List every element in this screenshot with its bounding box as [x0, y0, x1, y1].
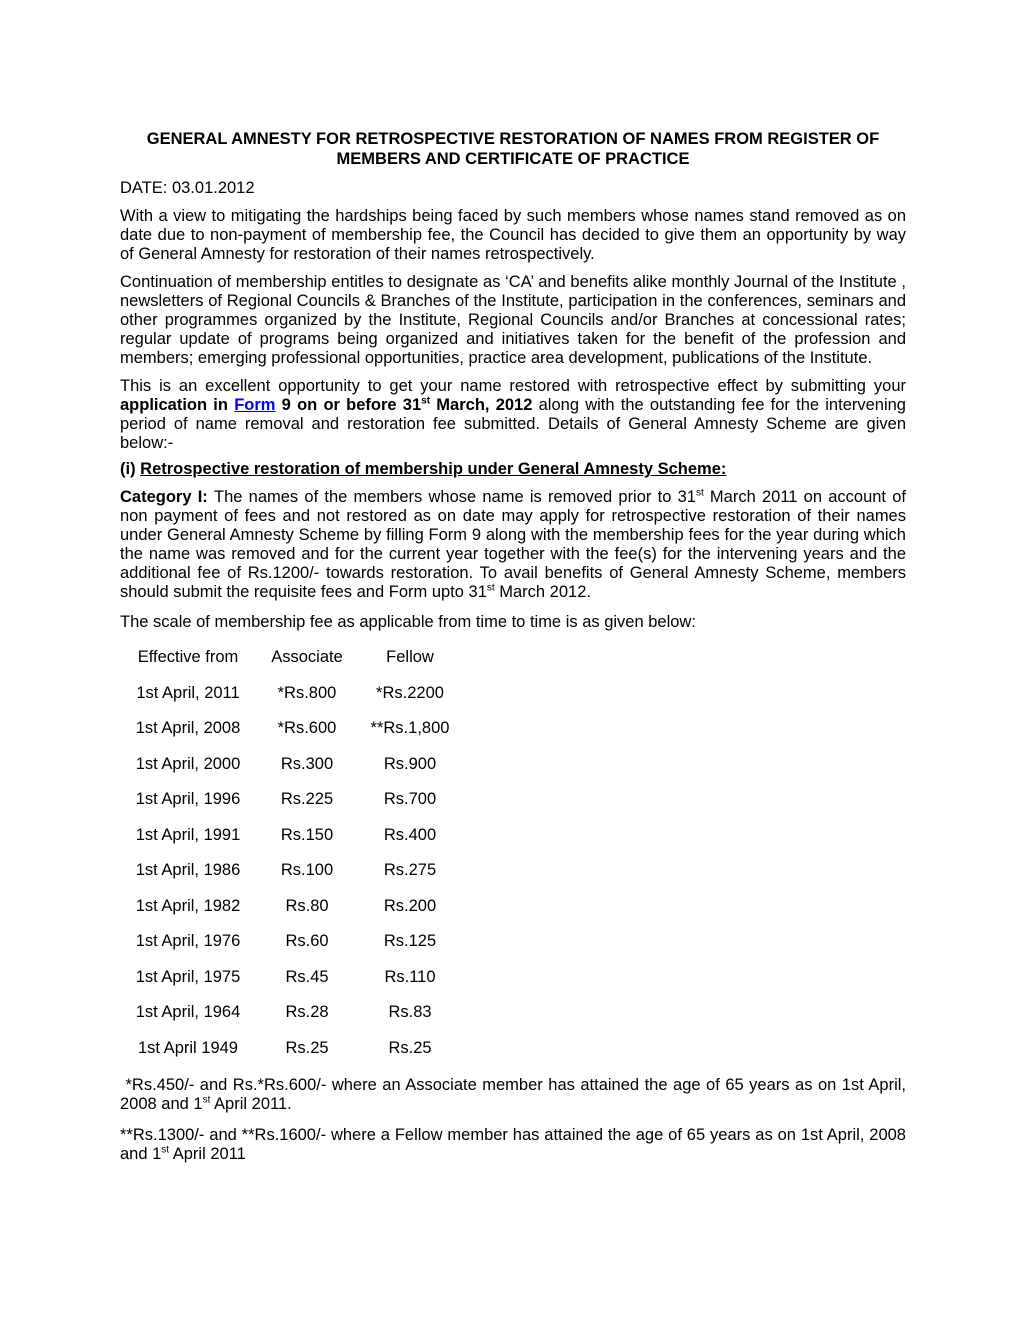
cell-effective-from: 1st April, 1982	[135, 896, 241, 915]
document-content	[120, 129, 906, 1164]
cell-fellow: Rs.83	[388, 1003, 432, 1021]
cell-associate: Rs.25	[285, 1038, 329, 1057]
cell-effective-from: 1st April, 2008	[135, 719, 241, 737]
category-superscript-1: st	[695, 487, 704, 499]
cell-effective-from: 1st April, 1986	[135, 861, 241, 879]
footnote-associate-superscript: st	[202, 1094, 211, 1105]
cell-associate: *Rs.600	[277, 719, 337, 737]
membership-fee-table	[120, 648, 906, 1058]
cell-associate: Rs.100	[280, 861, 334, 879]
header-effective-from: Effective from	[137, 648, 239, 666]
opportunity-bold-date: March, 2012	[430, 396, 533, 414]
cell-effective-from: 1st April, 1996	[135, 790, 241, 808]
table-row	[120, 719, 906, 738]
header-associate: Associate	[271, 648, 343, 666]
deadline-superscript: st	[421, 395, 431, 407]
table-row	[120, 684, 906, 703]
title-line-2: MEMBERS AND CERTIFICATE OF PRACTICE	[336, 150, 690, 168]
paragraph-opportunity	[120, 377, 906, 453]
table-row	[120, 826, 906, 845]
cell-effective-from: 1st April 1949	[138, 1038, 238, 1057]
table-row	[120, 897, 906, 916]
table-header-row	[120, 648, 906, 667]
category-text-3: March 2012.	[494, 583, 591, 601]
opportunity-text-start: This is an excellent opportunity to get your name restored with retrospective effect by submitting your	[120, 377, 906, 395]
cell-effective-from: 1st April, 2000	[135, 754, 241, 773]
cell-effective-from: 1st April, 1976	[135, 932, 241, 950]
title-line-1: GENERAL AMNESTY FOR RETROSPECTIVE RESTORATION OF NAMES FROM REGISTER OF	[146, 130, 880, 148]
table-row	[120, 1003, 906, 1022]
opportunity-bold-application: application in	[120, 396, 235, 414]
cell-associate: Rs.225	[280, 790, 334, 808]
cell-fellow: Rs.700	[383, 790, 437, 808]
cell-associate: Rs.28	[285, 1003, 329, 1021]
cell-fellow: Rs.125	[383, 932, 437, 950]
footnote-associate-text-2: April 2011.	[210, 1094, 292, 1113]
table-row	[120, 932, 906, 951]
table-row	[120, 1039, 906, 1058]
cell-effective-from: 1st April, 1991	[135, 825, 241, 844]
cell-associate: Rs.60	[285, 932, 329, 950]
footnote-fellow-superscript: st	[161, 1144, 170, 1155]
paragraph-intro: With a view to mitigating the hardships being faced by such members whose names stand removed as on date due to non-payment of membership fee, the Council has decided to give them an opportunity by way of General Amnesty for restoration of their names retrospectively.	[120, 207, 906, 263]
header-fellow: Fellow	[386, 648, 434, 666]
heading-prefix: (i)	[120, 460, 141, 478]
footnote-associate-text-1: *Rs.450/- and Rs.*Rs.600/- where an Associate member has attained the age of 65 years as on 1st April, 2008 and 1	[120, 1075, 906, 1113]
paragraph-category-1	[120, 488, 906, 602]
table-row	[120, 790, 906, 809]
table-row	[120, 755, 906, 774]
footnote-fellow	[120, 1126, 906, 1164]
table-row	[120, 861, 906, 880]
footnote-associate	[120, 1076, 906, 1114]
category-superscript-2: st	[486, 582, 495, 594]
cell-associate: Rs.300	[280, 754, 334, 773]
heading-underlined-text: Retrospective restoration of membership under General Amnesty Scheme:	[140, 460, 727, 478]
cell-associate: Rs.45	[285, 967, 329, 986]
table-row	[120, 968, 906, 987]
opportunity-bold-deadline: 9 on or before 31	[275, 396, 422, 414]
footnote-fellow-text-1: **Rs.1300/- and **Rs.1600/- where a Fellow member has attained the age of 65 years as on 1st April, 2008 and 1	[120, 1125, 906, 1163]
cell-effective-from: 1st April, 1964	[135, 1003, 241, 1021]
category-text-1: The names of the members whose name is removed prior to 31	[214, 488, 696, 506]
cell-fellow: Rs.275	[383, 861, 437, 879]
cell-fellow: *Rs.2200	[376, 683, 444, 702]
opportunity-text-end: along with the outstanding fee for the intervening period of name removal and restoration fee submitted. Details of General Amnesty Scheme are given below:-	[120, 396, 906, 452]
document-title	[120, 129, 906, 169]
cell-fellow: Rs.25	[388, 1038, 432, 1057]
scale-intro-line: The scale of membership fee as applicable from time to time is as given below:	[120, 613, 696, 631]
category-text-2: March 2011 on account of non payment of fees and not restored as on date may apply for retrospective restoration of their names under General Amnesty Scheme by filling Form 9 along with the membership fees for the year during which the name was removed and for the current year together with the fee(s) for the intervening years and the additional fee of Rs.1200/- towards restoration. To avail benefits of General Amnesty Scheme, members should submit the requisite fees and Form upto 31	[120, 488, 906, 601]
date-line: DATE: 03.01.2012	[120, 179, 255, 197]
cell-fellow: Rs.110	[384, 967, 436, 986]
cell-effective-from: 1st April, 1975	[135, 967, 241, 986]
cell-fellow: Rs.900	[383, 754, 437, 773]
cell-associate: *Rs.800	[277, 683, 337, 702]
cell-effective-from: 1st April, 2011	[136, 683, 240, 702]
category-label: Category I:	[120, 488, 215, 506]
paragraph-benefits: Continuation of membership entitles to designate as ‘CA’ and benefits alike monthly Journal of the Institute , newsletters of Regional Councils & Branches of the Institute, participation in the conferences, seminars and other programmes organized by the Institute, Regional Councils and/or Branches at concessional rates; regular update of programs being organized and initiatives taken for the benefit of the profession and members; emerging professional opportunities, practice area development, publications of the Institute.	[120, 273, 906, 367]
section-heading-i	[120, 460, 906, 479]
cell-fellow: Rs.200	[383, 896, 437, 915]
cell-associate: Rs.150	[280, 825, 334, 844]
cell-fellow: Rs.400	[383, 825, 437, 844]
cell-fellow: **Rs.1,800	[370, 719, 450, 737]
form-link[interactable]: Form	[234, 396, 276, 414]
cell-associate: Rs.80	[285, 896, 329, 915]
footnote-fellow-text-2: April 2011	[169, 1144, 246, 1163]
